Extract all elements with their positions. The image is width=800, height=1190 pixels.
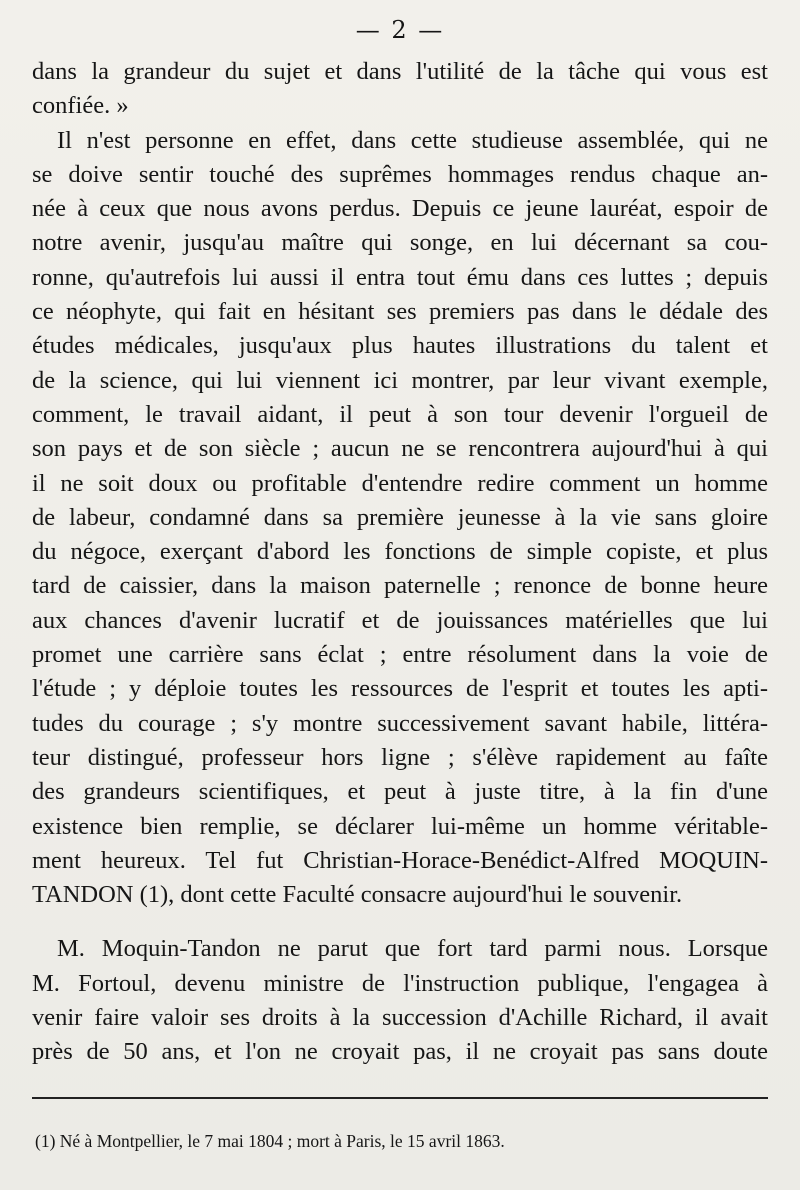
- footnote-divider: [32, 1097, 768, 1099]
- text-line: des grandeurs scientifiques, et peut à juste titre, à la fin d'une: [32, 778, 768, 806]
- footnote: (1) Né à Montpellier, le 7 mai 1804 ; mort à Paris, le 15 avril 1863.: [35, 1131, 505, 1151]
- text-line: de labeur, condamné dans sa première jeunesse à la vie sans gloire: [32, 503, 768, 531]
- text-line: du négoce, exerçant d'abord les fonctions de simple copiste, et plus: [32, 538, 768, 566]
- text-line: dans la grandeur du sujet et dans l'utilité de la tâche qui vous est: [32, 58, 768, 85]
- text-line: ronne, qu'autrefois lui aussi il entra tout ému dans ces luttes ; depuis: [32, 263, 768, 291]
- text-line: ment heureux. Tel fut Christian-Horace-Benédict-Alfred MOQUIN-: [32, 846, 768, 874]
- paragraph-3: [32, 932, 768, 1069]
- text-line: née à ceux que nous avons perdus. Depuis ce jeune lauréat, espoir de: [32, 195, 768, 223]
- paragraph-1: [32, 55, 768, 124]
- body-text: [32, 55, 768, 1070]
- text-line: teur distingué, professeur hors ligne ; s'élève rapidement au faîte: [32, 743, 768, 771]
- paragraph-2: [32, 124, 768, 913]
- text-line: venir faire valoir ses droits à la succession d'Achille Richard, il avait: [32, 1004, 768, 1032]
- text-line: tard de caissier, dans la maison paternelle ; renonce de bonne heure: [32, 572, 768, 600]
- text-line: se doive sentir touché des suprêmes hommages rendus chaque an-: [32, 160, 768, 188]
- text-line: TANDON (1), dont cette Faculté consacre aujourd'hui le souvenir.: [32, 881, 683, 909]
- text-line: notre avenir, jusqu'au maître qui songe, en lui décernant sa cou-: [32, 229, 768, 257]
- text-line: existence bien remplie, se déclarer lui-même un homme véritable-: [32, 812, 768, 840]
- text-line: près de 50 ans, et l'on ne croyait pas, il ne croyait pas sans doute: [32, 1038, 768, 1066]
- text-line: de la science, qui lui viennent ici montrer, par leur vivant exemple,: [32, 366, 768, 394]
- text-line: M. Fortoul, devenu ministre de l'instruction publique, l'engagea à: [32, 969, 768, 997]
- text-line: aux chances d'avenir lucratif et de jouissances matérielles que lui: [32, 606, 768, 634]
- text-line: ce néophyte, qui fait en hésitant ses premiers pas dans le dédale des: [32, 298, 768, 326]
- text-line: tudes du courage ; s'y montre successivement savant habile, littéra-: [32, 709, 768, 737]
- paragraph-spacer: [32, 912, 768, 932]
- text-line: études médicales, jusqu'aux plus hautes illustrations du talent et: [32, 332, 768, 360]
- text-line: comment, le travail aidant, il peut à son tour devenir l'orgueil de: [32, 400, 768, 428]
- text-line: Il n'est personne en effet, dans cette studieuse assemblée, qui ne: [57, 126, 768, 154]
- text-line: promet une carrière sans éclat ; entre résolument dans la voie de: [32, 641, 768, 669]
- text-line: son pays et de son siècle ; aucun ne se rencontrera aujourd'hui à qui: [32, 435, 768, 463]
- text-line: confiée. »: [32, 92, 129, 120]
- text-line: l'étude ; y déploie toutes les ressources de l'esprit et toutes les apti-: [32, 675, 768, 703]
- text-line: il ne soit doux ou profitable d'entendre redire comment un homme: [32, 469, 768, 497]
- text-line: M. Moquin-Tandon ne parut que fort tard parmi nous. Lorsque: [57, 935, 768, 963]
- page-number: — 2 —: [355, 16, 445, 44]
